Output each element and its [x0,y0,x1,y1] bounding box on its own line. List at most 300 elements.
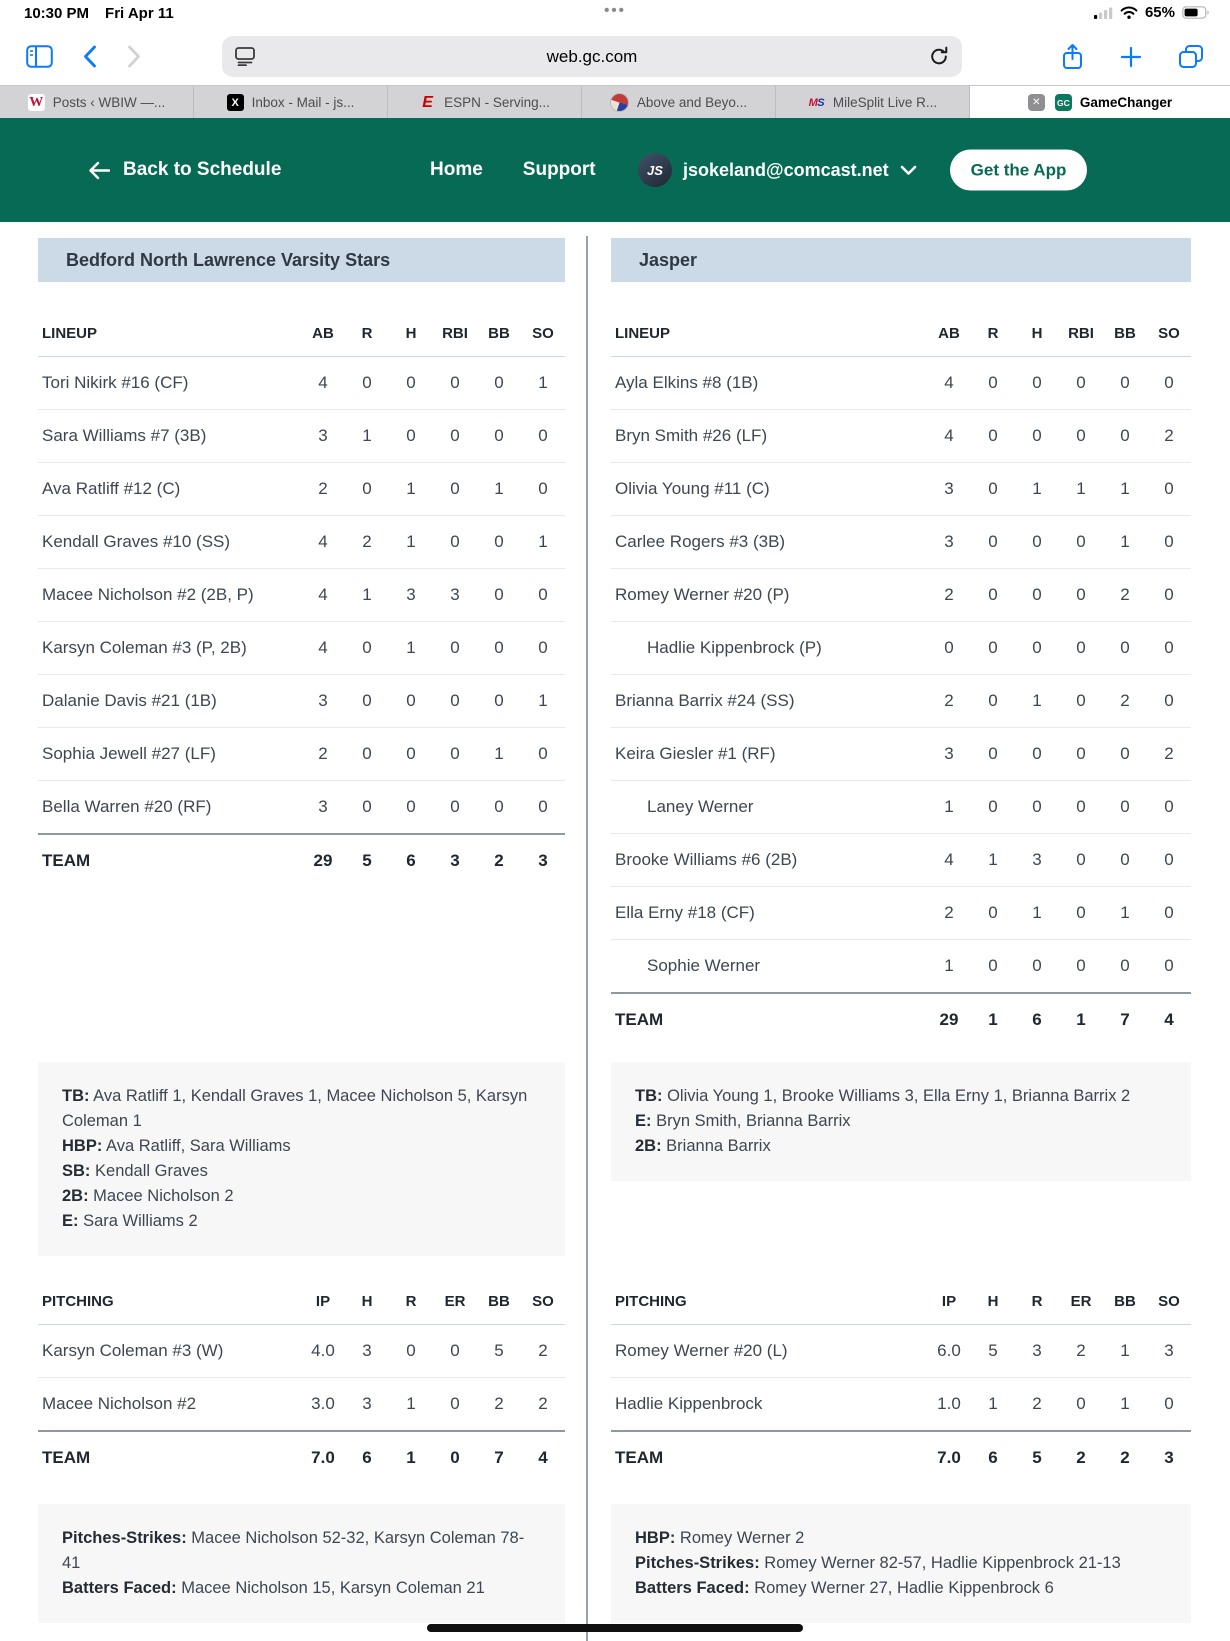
team-stat-value: 5 [1015,1431,1059,1484]
stat-value: 0 [389,1325,433,1378]
stat-value: 2 [1059,1325,1103,1378]
wifi-icon [1120,6,1138,19]
stat-value: 0 [971,940,1015,994]
stat-value: 0 [345,357,389,410]
player-name: Macee Nicholson #2 (2B, P) [38,569,301,622]
lineup-table [611,310,1191,1046]
pitching-row [611,1325,1191,1378]
lineup-row [611,516,1191,569]
stat-value: 0 [345,781,389,835]
stat-value: 0 [521,463,565,516]
stat-value: 2 [301,463,345,516]
stat-value: 0 [433,728,477,781]
stat-value: 3 [433,569,477,622]
stat-value: 0 [971,675,1015,728]
lineup-row [611,622,1191,675]
mail-favicon-icon: X [227,94,244,111]
stat-value: 4 [301,357,345,410]
stat-value: 2 [345,516,389,569]
stat-value: 0 [389,410,433,463]
stat-value: 0 [927,622,971,675]
stat-value: 0 [1103,410,1147,463]
tab-label: GameChanger [1079,95,1173,110]
stat-value: 2 [927,569,971,622]
stat-value: 0 [433,463,477,516]
stat-value: 3 [301,675,345,728]
note-line: Pitches-Strikes: Macee Nicholson 52-32, Karsyn Coleman 78-41 [62,1529,525,1572]
account-menu[interactable] [638,153,917,187]
stat-value: 4 [301,622,345,675]
battery-percent: 65% [1144,4,1175,21]
stat-value: 1 [1103,463,1147,516]
stat-value: 0 [1147,516,1191,569]
nav-support[interactable]: Support [522,159,596,180]
stat-value: 3 [301,781,345,835]
lineup-row [611,781,1191,834]
lineup-row [38,410,565,463]
stat-value: 0 [971,463,1015,516]
note-label: Pitches-Strikes: [62,1529,187,1547]
lineup-header-lineup: LINEUP [611,310,927,357]
stat-value: 0 [477,675,521,728]
stat-value: 0 [477,410,521,463]
stat-value: 2 [1015,1378,1059,1432]
note-line: TB: Olivia Young 1, Brooke Williams 3, Ella Erny 1, Brianna Barrix 2 [635,1087,1131,1105]
back-to-schedule-button[interactable] [88,159,281,181]
stat-value: 0 [971,357,1015,410]
stat-value: 3 [927,516,971,569]
batting-notes [611,1062,1191,1181]
pitching-header-pitching: PITCHING [611,1278,927,1325]
team-stat-value: 7.0 [301,1431,345,1484]
stat-value: 0 [477,357,521,410]
stat-value: 4 [301,569,345,622]
team-stat-value: 29 [301,834,345,887]
stat-value: 1 [971,834,1015,887]
stat-value: 0 [433,1378,477,1432]
stat-value: 1 [1015,463,1059,516]
lineup-table [38,310,565,887]
team-stat-value: 29 [927,993,971,1046]
note-label: E: [62,1212,79,1230]
stat-value: 0 [1103,728,1147,781]
team-stat-value: 3 [521,834,565,887]
stat-value: 0 [1059,675,1103,728]
note-label: E: [635,1112,652,1130]
get-the-app-button[interactable]: Get the App [950,150,1087,191]
stat-value: 0 [345,675,389,728]
status-ellipsis-icon: ••• [604,2,626,19]
team-name: Bedford North Lawrence Varsity Stars [66,249,391,270]
stat-value: 2 [477,1378,521,1432]
team-total-label: TEAM [611,1431,927,1484]
lineup-row [611,728,1191,781]
lineup-header-rbi: RBI [1059,310,1103,357]
player-name: Kendall Graves #10 (SS) [38,516,301,569]
pitching-header-so: SO [521,1278,565,1325]
stat-value: 2 [927,675,971,728]
stat-value: 2 [301,728,345,781]
stat-value: 1 [1103,1325,1147,1378]
stat-value: 1 [1059,463,1103,516]
team-stat-value: 1 [389,1431,433,1484]
pitching-header-er: ER [1059,1278,1103,1325]
stat-value: 0 [1059,1378,1103,1432]
stat-value: 0 [1059,940,1103,994]
player-name: Brianna Barrix #24 (SS) [611,675,927,728]
stat-value: 1 [927,781,971,834]
stat-value: 0 [345,622,389,675]
back-arrow-icon [88,161,110,180]
player-name: Brooke Williams #6 (2B) [611,834,927,887]
stat-value: 0 [1059,357,1103,410]
stat-value: 0 [521,781,565,835]
stat-value: 1 [477,463,521,516]
note-line: SB: Kendall Graves [62,1162,208,1180]
stat-value: 0 [1059,410,1103,463]
cellular-signal-icon [1094,7,1113,19]
app-header [0,118,1230,222]
lineup-team-row [38,834,565,887]
lineup-header-row [38,310,565,357]
tab-label: MileSplit Live R... [832,95,938,110]
stat-value: 0 [345,463,389,516]
tab-label: Posts ‹ WBIW —... [52,95,166,110]
player-name: Ava Ratliff #12 (C) [38,463,301,516]
player-name: Carlee Rogers #3 (3B) [611,516,927,569]
stat-value: 0 [1103,622,1147,675]
team-total-label: TEAM [611,993,927,1046]
gamechanger-favicon-icon: GC [1055,94,1072,111]
stat-value: 0 [1059,622,1103,675]
stat-value: 0 [1147,675,1191,728]
back-label: Back to Schedule [123,159,282,180]
stat-value: 4 [301,516,345,569]
stat-value: 2 [521,1325,565,1378]
lineup-header-rbi: RBI [433,310,477,357]
team-name: Jasper [639,249,698,270]
team-stat-value: 6 [389,834,433,887]
note-line: Pitches-Strikes: Romey Werner 82-57, Hadlie Kippenbrock 21-13 [635,1554,1121,1572]
stat-value: 0 [1147,940,1191,994]
pitching-header-h: H [971,1278,1015,1325]
stat-value: 0 [1015,569,1059,622]
stat-value: 2 [521,1378,565,1432]
team-total-label: TEAM [38,834,301,887]
lineup-row [611,357,1191,410]
share-icon[interactable] [1061,43,1084,71]
pitching-header-bb: BB [477,1278,521,1325]
stat-value: 0 [971,781,1015,834]
stat-value: 3 [345,1378,389,1432]
lineup-row [611,834,1191,887]
team-stat-value: 6 [1015,993,1059,1046]
stat-value: 0 [433,516,477,569]
stat-value: 0 [971,410,1015,463]
note-label: HBP: [62,1137,103,1155]
stat-value: 0 [971,622,1015,675]
stat-value: 0 [1059,781,1103,834]
stat-value: 0 [433,675,477,728]
team-title-bar [38,238,565,282]
pitching-team-row [38,1431,565,1484]
stat-value: 1 [389,463,433,516]
lineup-row [611,569,1191,622]
browser-tab[interactable] [582,86,776,119]
stat-value: 0 [1059,834,1103,887]
stat-value: 0 [477,569,521,622]
player-name: Ayla Elkins #8 (1B) [611,357,927,410]
reload-icon[interactable] [929,46,949,67]
stat-value: 4 [927,410,971,463]
team-stat-value: 7.0 [927,1431,971,1484]
player-name: Sara Williams #7 (3B) [38,410,301,463]
note-line: Batters Faced: Macee Nicholson 15, Karsyn Coleman 21 [62,1579,485,1597]
stat-value: 0 [1059,569,1103,622]
stat-value: 3 [1147,1325,1191,1378]
lineup-header-h: H [389,310,433,357]
stat-value: 2 [1147,410,1191,463]
note-label: TB: [635,1087,663,1105]
stat-value: 0 [971,728,1015,781]
pitching-header-so: SO [1147,1278,1191,1325]
box-score-content [0,222,1230,1641]
note-label: TB: [62,1087,90,1105]
lineup-row [611,410,1191,463]
note-label: Batters Faced: [635,1579,750,1597]
stat-value: 0 [1147,569,1191,622]
team-stat-value: 4 [521,1431,565,1484]
stat-value: 1.0 [927,1378,971,1432]
lineup-row [611,940,1191,994]
note-line: Batters Faced: Romey Werner 27, Hadlie Kippenbrock 6 [635,1579,1054,1597]
lineup-row [38,357,565,410]
batting-notes [38,1062,565,1256]
lineup-row [611,887,1191,940]
header-nav [430,159,596,181]
stat-value: 1 [477,728,521,781]
note-line: HBP: Romey Werner 2 [635,1529,805,1547]
player-name: Karsyn Coleman #3 (P, 2B) [38,622,301,675]
stat-value: 1 [1015,887,1059,940]
pitching-table [38,1278,565,1484]
team-stat-value: 2 [477,834,521,887]
player-name: Romey Werner #20 (L) [611,1325,927,1378]
browser-tab[interactable] [388,86,582,119]
stat-value: 4 [927,834,971,887]
lineup-row [38,463,565,516]
stat-value: 0 [1147,622,1191,675]
stat-value: 0 [521,728,565,781]
stat-value: 0 [1015,728,1059,781]
stat-value: 3 [301,410,345,463]
team-stat-value: 5 [345,834,389,887]
stat-value: 0 [1103,781,1147,834]
note-line: E: Bryn Smith, Brianna Barrix [635,1112,851,1130]
lineup-header-bb: BB [477,310,521,357]
player-name: Hadlie Kippenbrock [611,1378,927,1432]
browser-tab[interactable] [0,86,194,119]
note-line: 2B: Macee Nicholson 2 [62,1187,234,1205]
pitching-header-h: H [345,1278,389,1325]
player-name: Tori Nikirk #16 (CF) [38,357,301,410]
browser-tab[interactable] [194,86,388,119]
reader-icon[interactable] [235,47,255,66]
clock-time: 10:30 PM [24,5,90,22]
lineup-header-row [611,310,1191,357]
stat-value: 0 [345,728,389,781]
stat-value: 0 [971,516,1015,569]
milesplit-favicon-icon: M S [808,96,825,109]
team-stat-value: 6 [971,1431,1015,1484]
avatar: JS [638,153,672,187]
stat-value: 4 [927,357,971,410]
team-stat-value: 4 [1147,993,1191,1046]
stat-value: 1 [1103,1378,1147,1432]
lineup-row [38,675,565,728]
pitching-header-ip: IP [927,1278,971,1325]
stat-value: 0 [389,675,433,728]
lineup-row [38,569,565,622]
pitching-notes [38,1504,565,1623]
stat-value: 0 [521,410,565,463]
clock-date: Fri Apr 11 [105,5,174,22]
note-line: E: Sara Williams 2 [62,1212,198,1230]
lineup-row [38,728,565,781]
browser-tab-active[interactable] [970,86,1230,119]
lineup-team-row [611,993,1191,1046]
stat-value: 0 [1147,834,1191,887]
lineup-header-ab: AB [301,310,345,357]
stat-value: 0 [1147,463,1191,516]
player-name: Dalanie Davis #21 (1B) [38,675,301,728]
stat-value: 0 [1015,940,1059,994]
player-name: Bryn Smith #26 (LF) [611,410,927,463]
stat-value: 3 [389,569,433,622]
team-stat-value: 0 [433,1431,477,1484]
stat-value: 0 [477,781,521,835]
lineup-header-so: SO [1147,310,1191,357]
stat-value: 0 [1015,357,1059,410]
team-stat-value: 7 [477,1431,521,1484]
battery-icon [1182,6,1210,19]
tab-bar [0,85,1230,119]
stat-value: 2 [1103,569,1147,622]
stat-value: 0 [389,728,433,781]
team-stat-value: 7 [1103,993,1147,1046]
stat-value: 6.0 [927,1325,971,1378]
note-label: Pitches-Strikes: [635,1554,760,1572]
pitching-header-row [38,1278,565,1325]
pitching-row [611,1378,1191,1432]
player-name: Bella Warren #20 (RF) [38,781,301,835]
stat-value: 0 [1147,1378,1191,1432]
stat-value: 1 [521,357,565,410]
note-label: SB: [62,1162,91,1180]
player-name: Romey Werner #20 (P) [611,569,927,622]
home-indicator[interactable] [427,1624,803,1632]
note-line: TB: Ava Ratliff 1, Kendall Graves 1, Macee Nicholson 5, Karsyn Coleman 1 [62,1087,528,1130]
lineup-row [38,622,565,675]
player-name: Hadlie Kippenbrock (P) [611,622,927,675]
pitching-header-er: ER [433,1278,477,1325]
pitching-header-r: R [389,1278,433,1325]
stat-value: 0 [1059,728,1103,781]
tab-label: Inbox - Mail - js... [251,95,355,110]
lineup-row [611,675,1191,728]
new-tab-icon[interactable] [1120,46,1142,68]
stat-value: 1 [521,675,565,728]
player-name: Sophia Jewell #27 (LF) [38,728,301,781]
lineup-row [611,463,1191,516]
nav-home[interactable]: Home [430,159,483,180]
stat-value: 0 [389,781,433,835]
chevron-down-icon [900,165,917,176]
stat-value: 0 [433,410,477,463]
note-line: HBP: Ava Ratliff, Sara Williams [62,1137,291,1155]
player-name: Karsyn Coleman #3 (W) [38,1325,301,1378]
pitching-header-bb: BB [1103,1278,1147,1325]
lineup-header-h: H [1015,310,1059,357]
address-bar[interactable] [222,36,962,77]
forward-icon[interactable] [127,45,141,68]
wbiw-favicon-icon: W [29,94,44,110]
player-name: Macee Nicholson #2 [38,1378,301,1432]
team-stat-value: 6 [345,1431,389,1484]
close-tab-icon[interactable]: ✕ [1028,94,1045,111]
lineup-header-so: SO [521,310,565,357]
note-label: 2B: [62,1187,89,1205]
pitching-header-ip: IP [301,1278,345,1325]
team-column-away [38,222,565,1641]
stat-value: 3 [927,728,971,781]
browser-tab[interactable] [776,86,970,119]
stat-value: 3 [345,1325,389,1378]
note-label: Batters Faced: [62,1579,177,1597]
stat-value: 0 [1059,516,1103,569]
lineup-header-ab: AB [927,310,971,357]
tab-label: ESPN - Serving... [444,95,550,110]
url-text: web.gc.com [546,46,638,66]
stat-value: 0 [1103,834,1147,887]
stat-value: 1 [1103,516,1147,569]
pitching-notes [611,1504,1191,1623]
stat-value: 0 [1015,781,1059,834]
note-label: HBP: [635,1529,676,1547]
back-icon[interactable] [83,45,97,68]
sidebar-toggle-icon[interactable] [26,45,53,68]
stat-value: 5 [477,1325,521,1378]
stat-value: 0 [1015,516,1059,569]
player-name: Sophie Werner [611,940,927,994]
stat-value: 0 [1147,357,1191,410]
stat-value: 0 [477,516,521,569]
espn-favicon-icon: E [422,93,433,111]
tab-overview-icon[interactable] [1178,44,1204,69]
stat-value: 0 [433,357,477,410]
player-name: Olivia Young #11 (C) [611,463,927,516]
pitching-header-row [611,1278,1191,1325]
pitching-table [611,1278,1191,1484]
stat-value: 1 [1103,887,1147,940]
stat-value: 1 [389,1378,433,1432]
pitching-row [38,1378,565,1432]
stat-value: 0 [521,569,565,622]
team-total-label: TEAM [38,1431,301,1484]
team-stat-value: 1 [1059,993,1103,1046]
stat-value: 1 [971,1378,1015,1432]
team-title-bar [611,238,1191,282]
